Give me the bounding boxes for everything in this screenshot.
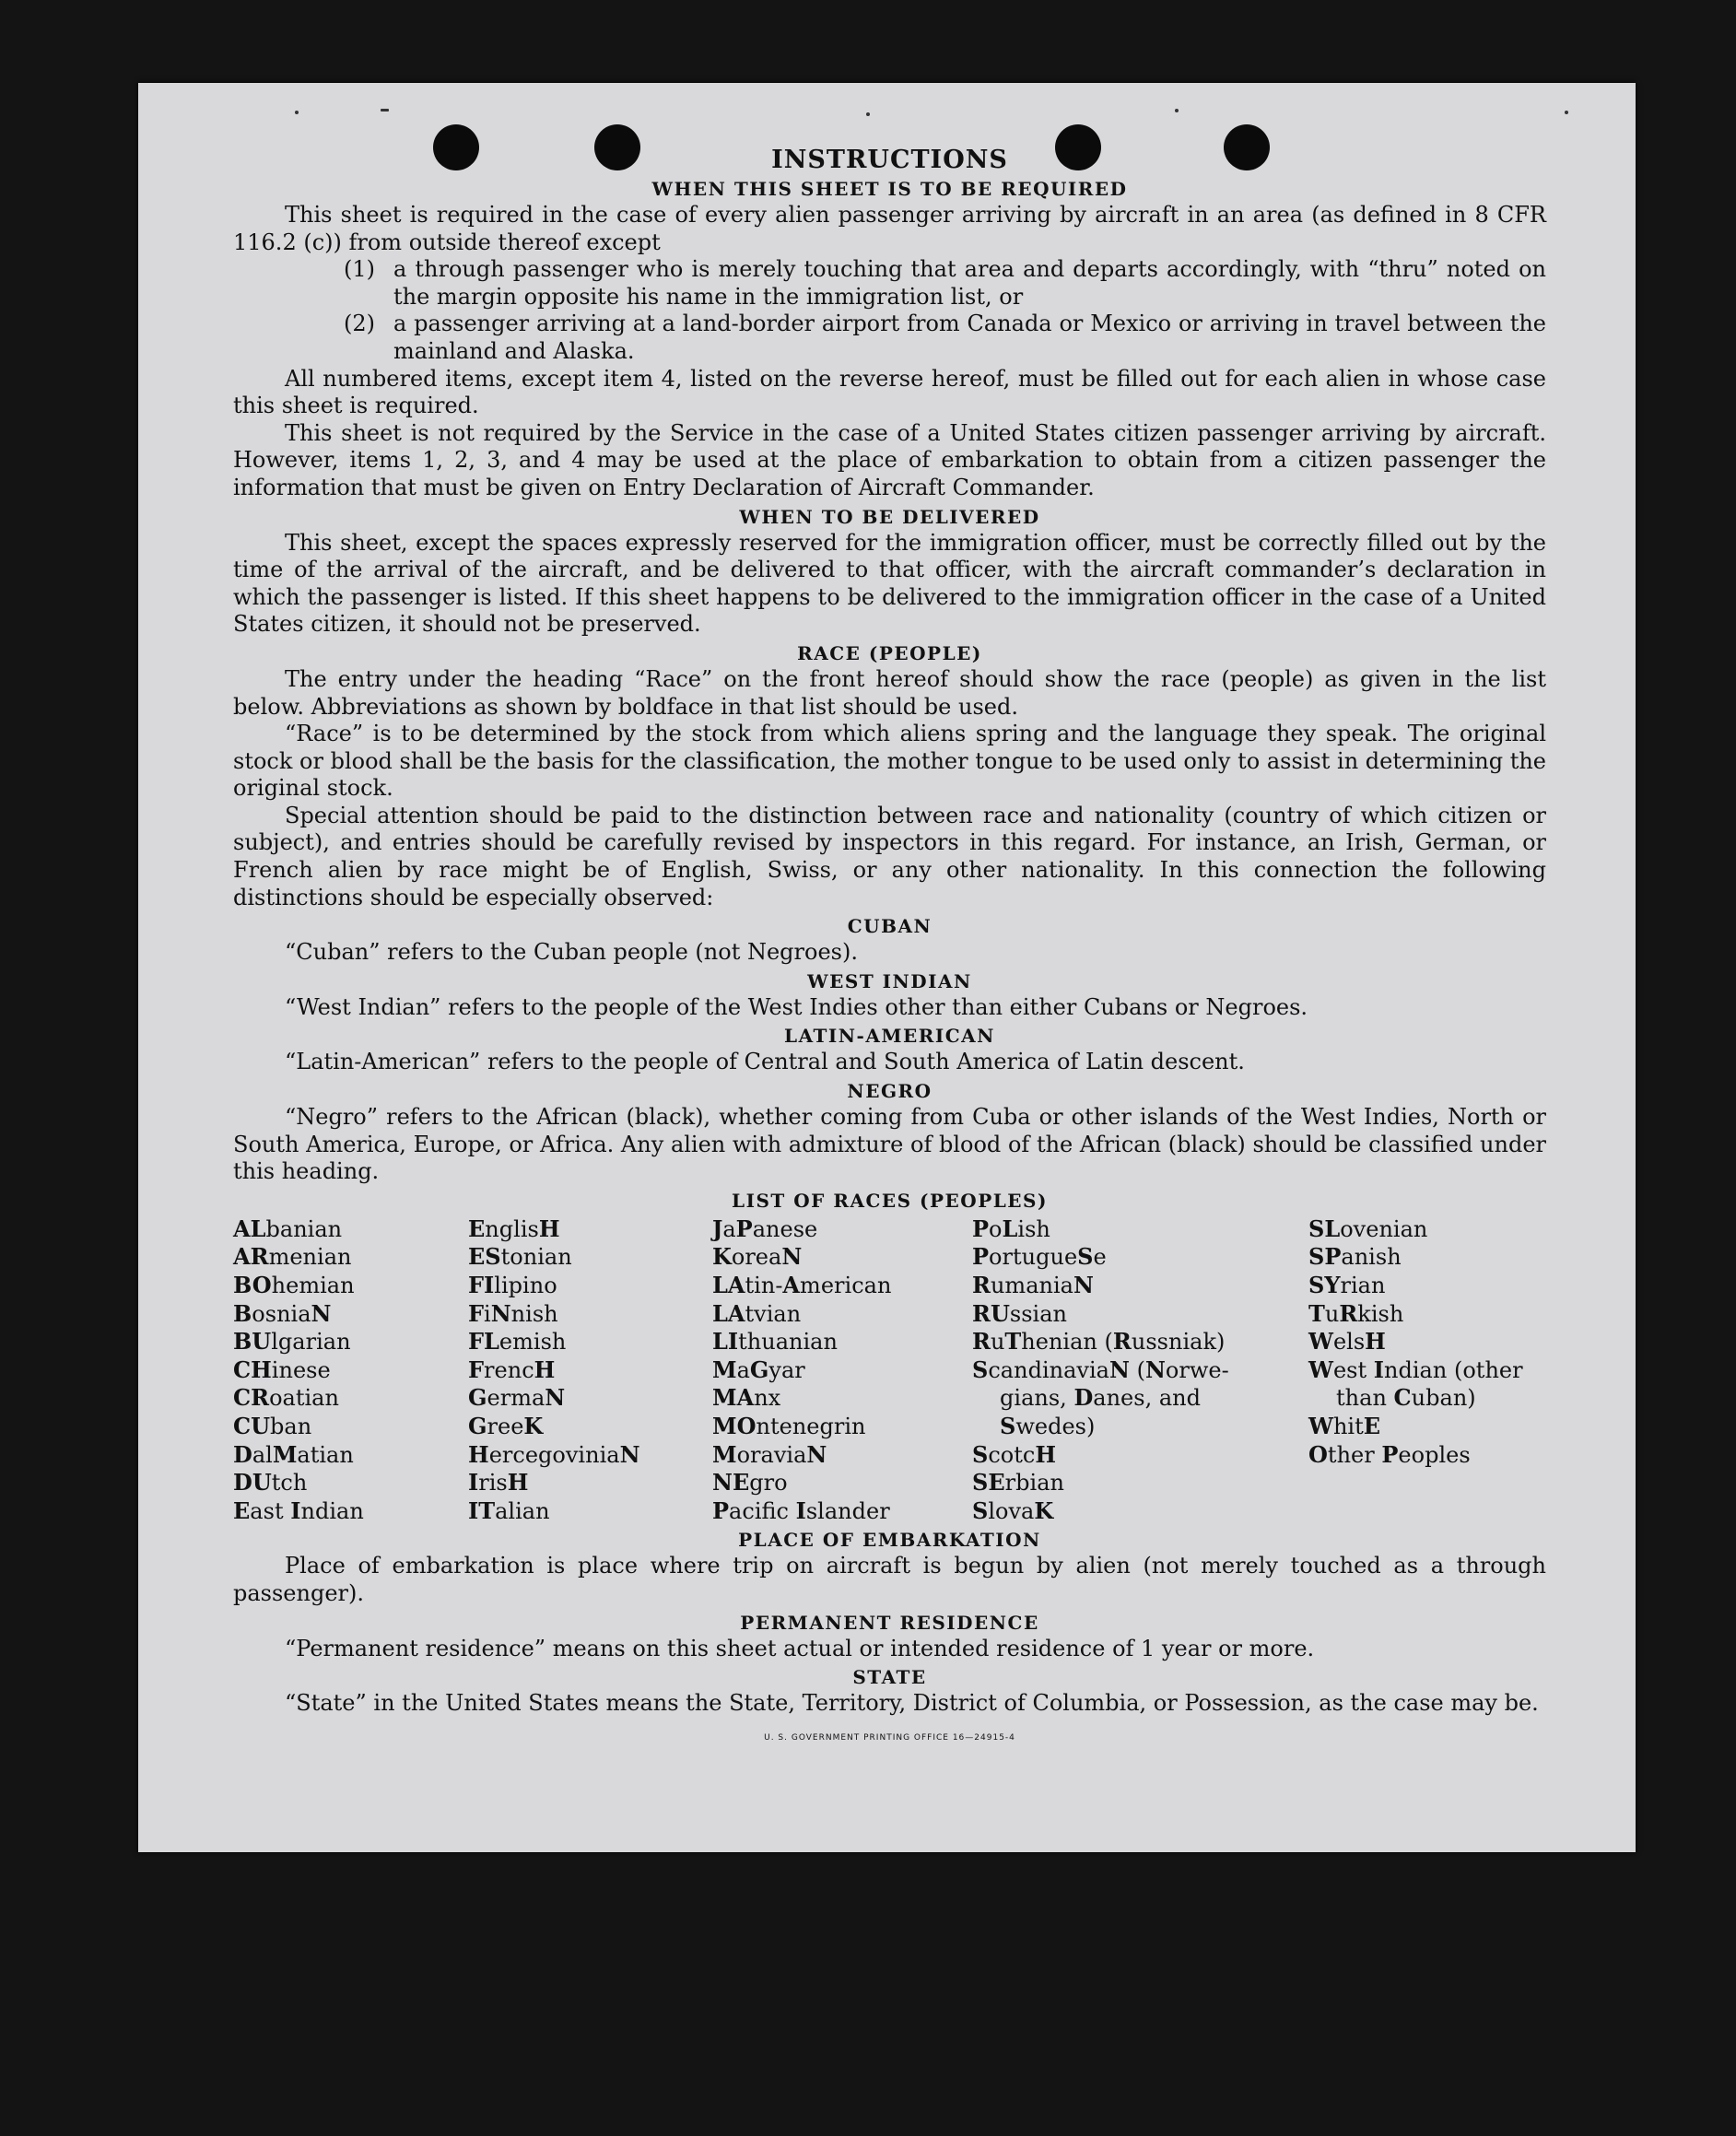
speck [1175, 109, 1179, 112]
race-entry: ALbanian [233, 1215, 343, 1242]
section-heading: LIST OF RACES (PEOPLES) [732, 1189, 1048, 1212]
section-heading: PLACE OF EMBARKATION [738, 1529, 1041, 1552]
race-entry: ScotcH [972, 1440, 1057, 1468]
paragraph: All numbered items, except item 4, listed on the reverse hereof, must be filled out for each alien in whose case this sheet is required. [233, 365, 1546, 419]
item-text: a passenger arriving at a land-border airport from Canada or Mexico or arriving in travel between the mainland and Alaska. [393, 311, 1546, 364]
race-entry: FiNnish [468, 1299, 558, 1327]
race-entry: WhitE [1308, 1412, 1381, 1439]
race-entry: RuThenian (Russniak) [972, 1328, 1226, 1356]
race-entry: RUssian [972, 1299, 1068, 1327]
race-entry: HercegoviniaN [468, 1440, 640, 1468]
race-entry: SlovaK [972, 1496, 1054, 1524]
race-entry: BUlgarian [233, 1328, 351, 1356]
section-heading: WHEN TO BE DELIVERED [739, 505, 1040, 528]
race-entry: SPanish [1308, 1243, 1402, 1271]
item-text: a through passenger who is merely touching that area and departs accordingly, with “thru” noted on the margin opposite his name in the immigration list, or [393, 256, 1546, 310]
race-entry: Other Peoples [1308, 1440, 1471, 1468]
race-entry: MOntenegrin [712, 1412, 866, 1439]
race-entry: NEgro [712, 1469, 788, 1496]
paragraph: This sheet, except the spaces expressly reserved for the immigration officer, must be correctly filled out by the time of the arrival of the aircraft, and be delivered to that officer, with the aircraft commander’s declaration in which the passenger is listed. If this sheet happens to be delivered to the immigration officer in the case of a United States citizen, it should not be preserved. [233, 529, 1546, 638]
race-entry: PoLish [972, 1215, 1050, 1242]
item-number: (2) [344, 311, 375, 337]
race-entry: SLovenian [1308, 1215, 1428, 1242]
list-item [344, 256, 1546, 311]
race-entry: WelsH [1308, 1328, 1386, 1356]
race-entry: than Cuban) [1336, 1384, 1476, 1412]
paragraph: “Negro” refers to the African (black), whether coming from Cuba or other islands of the West Indies, North or South America, Europe, or Africa. Any alien with admixture of blood of the African (black) should be classified under this heading. [233, 1104, 1546, 1185]
paragraph: Special attention should be paid to the distinction between race and nationality (country of which citizen or subject), and entries should be carefully revised by inspectors in this regard. For instance, an Irish, German, or French alien by race might be of English, Swiss, or any other nationality. In this connection the following distinctions should be especially observed: [233, 802, 1546, 910]
race-entry: JaPanese [712, 1215, 818, 1242]
section-heading: RACE (PEOPLE) [797, 641, 982, 664]
race-entry: East Indian [233, 1496, 364, 1524]
race-entry: SErbian [972, 1469, 1064, 1496]
race-entry: DUtch [233, 1469, 308, 1496]
paragraph: “Permanent residence” means on this sheet actual or intended residence of 1 year or more. [285, 1635, 1315, 1661]
paragraph: Place of embarkation is place where trip on aircraft is begun by alien (not merely touched as a through passenger). [233, 1553, 1546, 1606]
races-list [233, 1215, 1546, 1526]
race-entry: ITalian [468, 1496, 550, 1524]
section-heading: LATIN-AMERICAN [784, 1025, 995, 1048]
paragraph: “Race” is to be determined by the stock from which aliens spring and the language they speak. The original stock or blood shall be the basis for the classification, the mother tongue to be used only to assist in determining the original stock. [233, 721, 1546, 802]
race-entry: RumaniaN [972, 1272, 1094, 1298]
race-entry: FLemish [468, 1328, 567, 1356]
section-heading: WEST INDIAN [807, 969, 972, 992]
paragraph: “Latin-American” refers to the people of Central and South America of Latin descent. [285, 1049, 1245, 1075]
races-column [712, 1215, 972, 1526]
paragraph: “West Indian” refers to the people of the West Indies other than either Cubans or Negroes. [285, 993, 1308, 1020]
section-heading: PERMANENT RESIDENCE [740, 1611, 1039, 1634]
race-entry: FIlipino [468, 1272, 557, 1298]
race-entry: LAtin-American [712, 1272, 892, 1298]
race-entry: MaGyar [712, 1356, 805, 1383]
paragraph: “Cuban” refers to the Cuban people (not Negroes). [285, 939, 858, 966]
race-entry: BOhemian [233, 1272, 355, 1298]
race-entry: Pacifc Islander [712, 1496, 890, 1524]
instructions-content [233, 146, 1546, 1743]
race-entry: Swedes) [1000, 1412, 1096, 1439]
races-column [233, 1215, 468, 1526]
speck [1565, 111, 1568, 114]
race-entry: EnglisH [468, 1215, 560, 1242]
race-entry: MAnx [712, 1384, 781, 1412]
page-title: INSTRUCTIONS [771, 146, 1008, 174]
section-heading: NEGRO [847, 1080, 933, 1103]
race-entry: GermaN [468, 1384, 566, 1412]
race-entry: MoraviaN [712, 1440, 827, 1468]
race-entry: CUban [233, 1412, 312, 1439]
race-entry: EStonian [468, 1243, 572, 1271]
race-entry: LAtvian [712, 1299, 802, 1327]
races-column [1308, 1215, 1546, 1526]
paragraph: This sheet is required in the case of every alien passenger arriving by aircraft in an area (as defined in 8 CFR 116.2 (c)) from outside thereof except [233, 202, 1546, 255]
race-entry: GreeK [468, 1412, 544, 1439]
race-entry: CHinese [233, 1356, 331, 1383]
race-entry: ARmenian [233, 1243, 352, 1271]
races-column [468, 1215, 712, 1526]
speck [295, 111, 299, 114]
speck [381, 109, 389, 111]
section-heading: WHEN THIS SHEET IS TO BE REQUIRED [651, 178, 1128, 200]
race-entry: FrencH [468, 1356, 556, 1383]
race-entry: TuRkish [1308, 1299, 1404, 1327]
speck [866, 112, 870, 116]
race-entry: SYrian [1308, 1272, 1386, 1298]
paragraph: This sheet is not required by the Service in the case of a United States citizen passenger arriving by aircraft. However, items 1, 2, 3, and 4 may be used at the place of embarkation to obtain from a citizen passenger the information that must be given on Entry Declaration of Aircraft Commander. [233, 419, 1546, 500]
race-entry: West Indian (other [1308, 1356, 1523, 1383]
race-entry: LIthuanian [712, 1328, 838, 1356]
list-item [344, 311, 1546, 365]
document-sheet [138, 83, 1636, 1852]
paragraph: “State” in the United States means the State, Territory, District of Columbia, or Possession, as the case may be. [285, 1690, 1539, 1717]
race-entry: DalMatian [233, 1440, 354, 1468]
race-entry: ScandinaviaN (Norwe- [972, 1356, 1229, 1383]
race-entry: BosniaN [233, 1299, 332, 1327]
race-entry: PortugueSe [972, 1243, 1107, 1271]
section-heading: STATE [852, 1666, 927, 1689]
races-column [972, 1215, 1308, 1526]
race-entry: CRoatian [233, 1384, 339, 1412]
race-entry: IrisH [468, 1469, 529, 1496]
race-entry: gians, Danes, and [1000, 1384, 1202, 1412]
paragraph: The entry under the heading “Race” on the front hereof should show the race (people) as given in the list below. Abbreviations as shown by boldface in that list should be used. [233, 665, 1546, 720]
race-entry: KoreaN [712, 1243, 803, 1271]
section-heading: CUBAN [847, 915, 933, 938]
item-number: (1) [344, 256, 375, 283]
printer-imprint: U. S. GOVERNMENT PRINTING OFFICE 16—24915-4 [764, 1732, 1015, 1743]
